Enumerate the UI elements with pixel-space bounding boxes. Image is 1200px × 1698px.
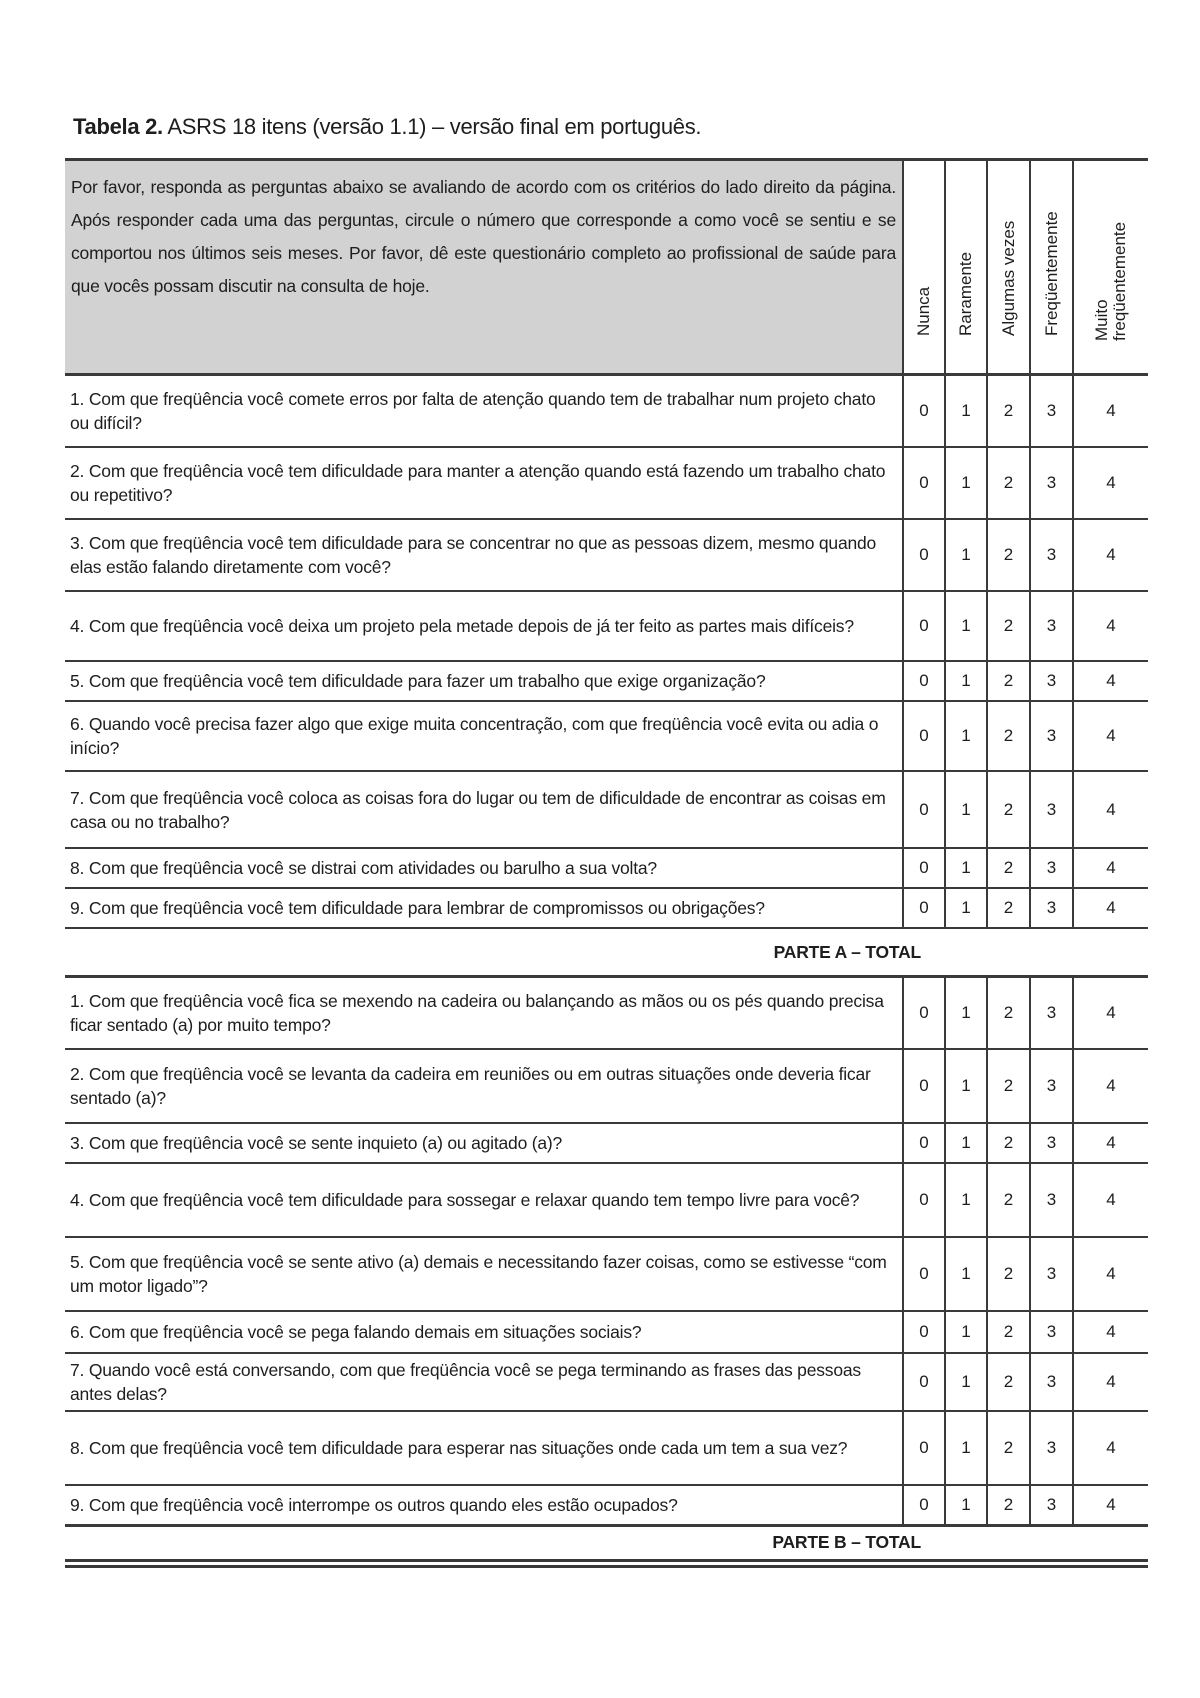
score-option[interactable]: 4: [1073, 375, 1148, 448]
header-muito-frequentemente: [1073, 160, 1148, 375]
part-b-total-label: PARTE B – TOTAL: [65, 1526, 1148, 1558]
header-label: Muito freqüentemente: [1092, 221, 1129, 341]
question-row: [65, 771, 1148, 848]
score-option[interactable]: 1: [945, 1237, 987, 1311]
question-text: 9. Com que freqüência você interrompe os outros quando eles estão ocupados?: [65, 1485, 903, 1526]
score-option[interactable]: 3: [1030, 1049, 1073, 1123]
score-option[interactable]: 1: [945, 591, 987, 661]
question-row: [65, 1311, 1148, 1353]
part-b-body: [65, 977, 1148, 1526]
score-option[interactable]: 0: [903, 1049, 945, 1123]
header-label: Algumas vezes: [998, 220, 1018, 336]
score-option[interactable]: 1: [945, 661, 987, 701]
score-option[interactable]: 3: [1030, 519, 1073, 591]
question-row: [65, 701, 1148, 771]
score-option[interactable]: 1: [945, 1353, 987, 1411]
question-text: 6. Com que freqüência você se pega falando demais em situações sociais?: [65, 1311, 903, 1353]
score-option[interactable]: 0: [903, 1123, 945, 1163]
header-frequentemente: [1030, 160, 1073, 375]
question-text: 1. Com que freqüência você fica se mexendo na cadeira ou balançando as mãos ou os pés quando precisa ficar sentado (a) por muito tempo?: [65, 977, 903, 1050]
header-row: [65, 160, 1148, 375]
table-title-text: ASRS 18 itens (versão 1.1) – versão final em português.: [162, 114, 702, 139]
score-option[interactable]: 3: [1030, 447, 1073, 519]
score-option[interactable]: 1: [945, 1485, 987, 1526]
question-row: [65, 519, 1148, 591]
score-option[interactable]: 2: [987, 661, 1030, 701]
bottom-rule: [65, 1565, 1148, 1568]
score-option[interactable]: 0: [903, 447, 945, 519]
question-row: [65, 1123, 1148, 1163]
score-option[interactable]: 0: [903, 375, 945, 448]
header-raramente: [945, 160, 987, 375]
score-option[interactable]: 2: [987, 848, 1030, 888]
bottom-rule: [65, 1559, 1148, 1562]
table-title-number: Tabela 2.: [73, 114, 163, 139]
question-text: 4. Com que freqüência você tem dificuldade para sossegar e relaxar quando tem tempo livre para você?: [65, 1163, 903, 1237]
score-option[interactable]: 4: [1073, 1123, 1148, 1163]
question-text: 3. Com que freqüência você tem dificuldade para se concentrar no que as pessoas dizem, mesmo quando elas estão falando diretamente com você?: [65, 519, 903, 591]
score-option[interactable]: 3: [1030, 1485, 1073, 1526]
question-row: [65, 591, 1148, 661]
score-option[interactable]: 0: [903, 1163, 945, 1237]
score-option[interactable]: 1: [945, 519, 987, 591]
score-option[interactable]: 1: [945, 447, 987, 519]
score-option[interactable]: 4: [1073, 447, 1148, 519]
part-a-total-row: [65, 928, 1148, 977]
score-option[interactable]: 2: [987, 1163, 1030, 1237]
score-option[interactable]: 2: [987, 375, 1030, 448]
score-option[interactable]: 4: [1073, 519, 1148, 591]
score-option[interactable]: 0: [903, 1237, 945, 1311]
score-option[interactable]: 2: [987, 1123, 1030, 1163]
score-option[interactable]: 3: [1030, 1311, 1073, 1353]
score-option[interactable]: 1: [945, 375, 987, 448]
question-text: 4. Com que freqüência você deixa um projeto pela metade depois de já ter feito as partes mais difíceis?: [65, 591, 903, 661]
score-option[interactable]: 3: [1030, 848, 1073, 888]
score-option[interactable]: 4: [1073, 591, 1148, 661]
score-option[interactable]: 2: [987, 591, 1030, 661]
table-title: [73, 114, 701, 140]
score-option[interactable]: 3: [1030, 977, 1073, 1050]
question-row: [65, 1411, 1148, 1485]
question-text: 5. Com que freqüência você tem dificuldade para fazer um trabalho que exige organização?: [65, 661, 903, 701]
score-option[interactable]: 3: [1030, 771, 1073, 848]
score-option[interactable]: 3: [1030, 1237, 1073, 1311]
part-b-total-row: [65, 1526, 1148, 1558]
question-row: [65, 1237, 1148, 1311]
score-option[interactable]: 0: [903, 888, 945, 928]
question-text: 7. Com que freqüência você coloca as coisas fora do lugar ou tem de dificuldade de encontrar as coisas em casa ou no trabalho?: [65, 771, 903, 848]
score-option[interactable]: 3: [1030, 888, 1073, 928]
score-option[interactable]: 4: [1073, 888, 1148, 928]
question-text: 3. Com que freqüência você se sente inquieto (a) ou agitado (a)?: [65, 1123, 903, 1163]
header-label: Nunca: [914, 286, 933, 336]
question-text: 5. Com que freqüência você se sente ativo (a) demais e necessitando fazer coisas, como se estivesse “com um motor ligado”?: [65, 1237, 903, 1311]
question-text: 8. Com que freqüência você se distrai com atividades ou barulho a sua volta?: [65, 848, 903, 888]
question-row: [65, 661, 1148, 701]
score-option[interactable]: 2: [987, 771, 1030, 848]
score-option[interactable]: 4: [1073, 1485, 1148, 1526]
header-label: Freqüentemente: [1041, 211, 1061, 336]
question-row: [65, 375, 1148, 448]
asrs-table-wrapper: [65, 158, 1148, 1568]
score-option[interactable]: 4: [1073, 848, 1148, 888]
score-option[interactable]: 3: [1030, 1353, 1073, 1411]
score-option[interactable]: 0: [903, 977, 945, 1050]
score-option[interactable]: 4: [1073, 771, 1148, 848]
score-option[interactable]: 1: [945, 1311, 987, 1353]
score-option[interactable]: 2: [987, 977, 1030, 1050]
score-option[interactable]: 4: [1073, 1163, 1148, 1237]
score-option[interactable]: 1: [945, 1163, 987, 1237]
score-option[interactable]: 4: [1073, 1353, 1148, 1411]
score-option[interactable]: 0: [903, 1411, 945, 1485]
score-option[interactable]: 1: [945, 977, 987, 1050]
score-option[interactable]: 4: [1073, 701, 1148, 771]
part-a-body: [65, 375, 1148, 929]
score-option[interactable]: 3: [1030, 661, 1073, 701]
instructions-text: Por favor, responda as perguntas abaixo se avaliando de acordo com os critérios do lado direito da página. Após responder cada uma das perguntas, circule o número que corresponde a como você se sentiu e se comportou nos últimos seis meses. Por favor, dê este questionário completo ao profissional de saúde para que vocês possam discutir na consulta de hoje.: [65, 160, 903, 375]
score-option[interactable]: 3: [1030, 1123, 1073, 1163]
question-row: [65, 447, 1148, 519]
score-option[interactable]: 4: [1073, 977, 1148, 1050]
score-option[interactable]: 3: [1030, 1411, 1073, 1485]
question-text: 2. Com que freqüência você tem dificuldade para manter a atenção quando está fazendo um trabalho chato ou repetitivo?: [65, 447, 903, 519]
score-option[interactable]: 3: [1030, 591, 1073, 661]
header-nunca: [903, 160, 945, 375]
question-row: [65, 1485, 1148, 1526]
question-row: [65, 1163, 1148, 1237]
score-option[interactable]: 0: [903, 1485, 945, 1526]
question-row: [65, 888, 1148, 928]
score-option[interactable]: 0: [903, 519, 945, 591]
score-option[interactable]: 0: [903, 771, 945, 848]
score-option[interactable]: 3: [1030, 1163, 1073, 1237]
score-option[interactable]: 1: [945, 701, 987, 771]
question-text: 2. Com que freqüência você se levanta da cadeira em reuniões ou em outras situações onde deveria ficar sentado (a)?: [65, 1049, 903, 1123]
asrs-table: [65, 158, 1148, 1557]
score-option[interactable]: 0: [903, 701, 945, 771]
score-option[interactable]: 2: [987, 1049, 1030, 1123]
question-text: 8. Com que freqüência você tem dificuldade para esperar nas situações onde cada um tem a sua vez?: [65, 1411, 903, 1485]
question-text: 6. Quando você precisa fazer algo que exige muita concentração, com que freqüência você evita ou adia o início?: [65, 701, 903, 771]
question-text: 1. Com que freqüência você comete erros por falta de atenção quando tem de trabalhar num projeto chato ou difícil?: [65, 375, 903, 448]
score-option[interactable]: 1: [945, 1411, 987, 1485]
score-option[interactable]: 4: [1073, 661, 1148, 701]
score-option[interactable]: 4: [1073, 1049, 1148, 1123]
score-option[interactable]: 0: [903, 591, 945, 661]
part-a-total-label: PARTE A – TOTAL: [773, 941, 921, 962]
score-option[interactable]: 2: [987, 1485, 1030, 1526]
header-label: Raramente: [956, 251, 975, 336]
header-algumas-vezes: [987, 160, 1030, 375]
score-option[interactable]: 2: [987, 701, 1030, 771]
score-option[interactable]: 4: [1073, 1411, 1148, 1485]
score-option[interactable]: 0: [903, 661, 945, 701]
score-option[interactable]: 1: [945, 1049, 987, 1123]
score-option[interactable]: 0: [903, 1311, 945, 1353]
question-row: [65, 1353, 1148, 1411]
score-option[interactable]: 2: [987, 1237, 1030, 1311]
score-option[interactable]: 3: [1030, 701, 1073, 771]
question-row: [65, 848, 1148, 888]
score-option[interactable]: 3: [1030, 375, 1073, 448]
question-row: [65, 1049, 1148, 1123]
score-option[interactable]: 1: [945, 888, 987, 928]
score-option[interactable]: 1: [945, 848, 987, 888]
score-option[interactable]: 0: [903, 848, 945, 888]
question-text: 7. Quando você está conversando, com que freqüência você se pega terminando as frases das pessoas antes delas?: [65, 1353, 903, 1411]
score-option[interactable]: 2: [987, 519, 1030, 591]
score-option[interactable]: 4: [1073, 1237, 1148, 1311]
score-option[interactable]: 0: [903, 1353, 945, 1411]
question-text: 9. Com que freqüência você tem dificuldade para lembrar de compromissos ou obrigações?: [65, 888, 903, 928]
question-row: [65, 977, 1148, 1050]
score-option[interactable]: 1: [945, 771, 987, 848]
score-option[interactable]: 2: [987, 888, 1030, 928]
score-option[interactable]: 4: [1073, 1311, 1148, 1353]
score-option[interactable]: 1: [945, 1123, 987, 1163]
score-option[interactable]: 2: [987, 1353, 1030, 1411]
score-option[interactable]: 2: [987, 1411, 1030, 1485]
score-option[interactable]: 2: [987, 1311, 1030, 1353]
score-option[interactable]: 2: [987, 447, 1030, 519]
